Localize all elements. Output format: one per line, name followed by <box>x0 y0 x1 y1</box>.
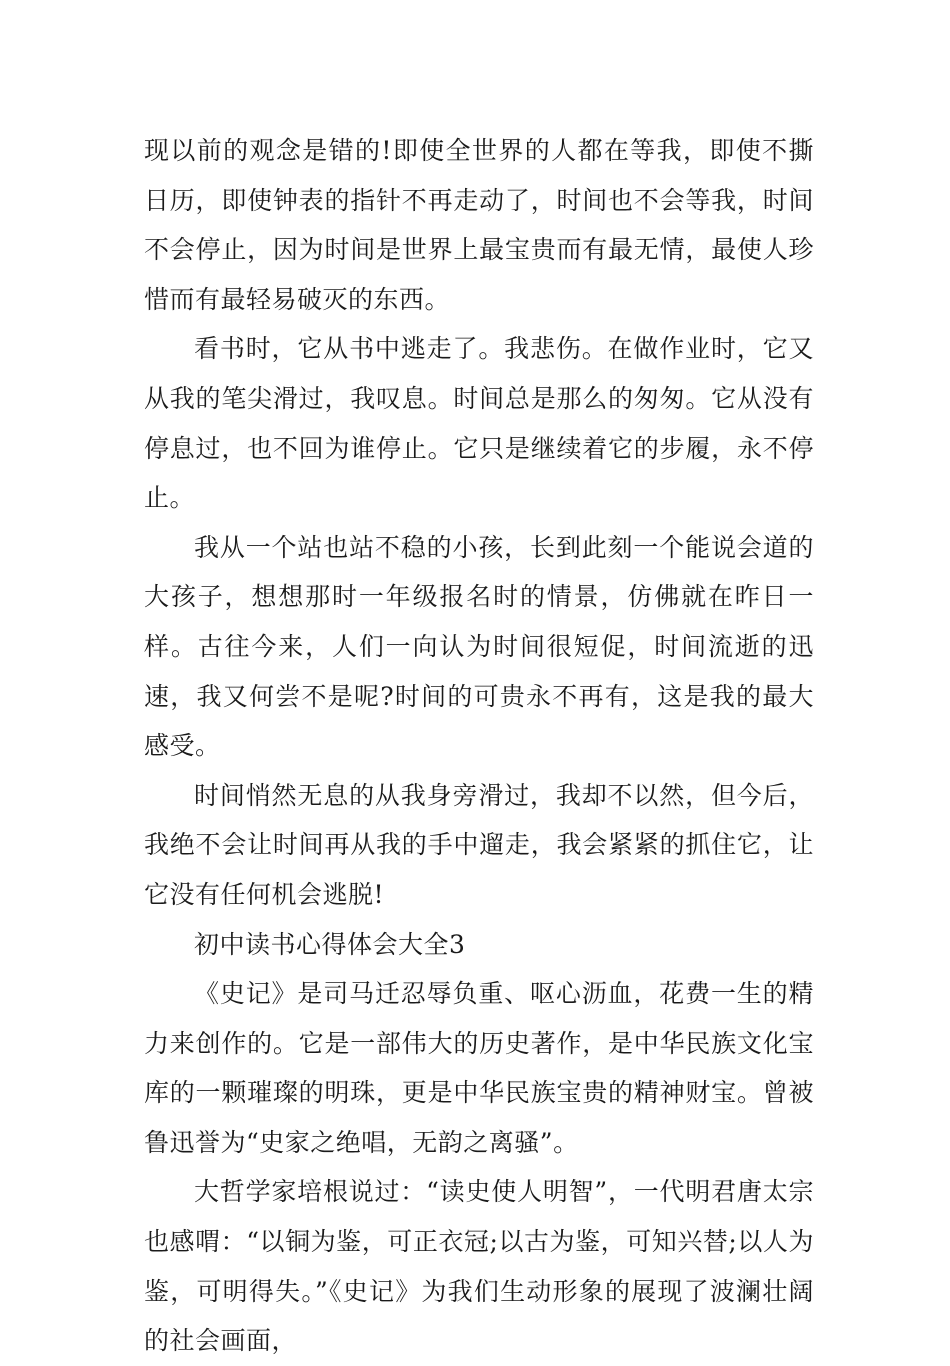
paragraph-4: 时间悄然无息的从我身旁滑过，我却不以然，但今后，我绝不会让时间再从我的手中遛走，我会紧紧的抓住它，让它没有任何机会逃脱! <box>144 780 814 909</box>
paragraph-1: 现以前的观念是错的!即使全世界的人都在等我，即使不撕日历，即使钟表的指针不再走动了，时间也不会等我，时间不会停止，因为时间是世界上最宝贵而有最无情，最使人珍惜而有最轻易破灭的东西。 <box>144 136 814 314</box>
paragraph-6: 大哲学家培根说过：“读史使人明智”，一代明君唐太宗也感喟：“以铜为鉴，可正衣冠;以古为鉴，可知兴替;以人为鉴，可明得失。”《史记》为我们生动形象的展现了波澜壮阔的社会画面， <box>144 1177 814 1356</box>
paragraph-2: 看书时，它从书中逃走了。我悲伤。在做作业时，它又从我的笔尖滑过，我叹息。时间总是那么的匆匆。它从没有停息过，也不回为谁停止。它只是继续着它的步履，永不停止。 <box>144 334 814 513</box>
paragraph-3: 我从一个站也站不稳的小孩，长到此刻一个能说会道的大孩子，想想那时一年级报名时的情景，仿佛就在昨日一样。古往今来，人们一向认为时间很短促，时间流逝的迅速，我又何尝不是呢?时间的可贵永不再有，这是我的最大感受。 <box>144 532 814 761</box>
document-body <box>144 126 814 1366</box>
paragraph-5: 《史记》是司马迁忍辱负重、呕心沥血，花费一生的精力来创作的。它是一部伟大的历史著作，是中华民族文化宝库的一颗璀璨的明珠，更是中华民族宝贵的精神财宝。曾被鲁迅誉为“史家之绝唱，无韵之离骚”。 <box>144 979 814 1157</box>
section-heading: 初中读书心得体会大全3 <box>194 929 466 959</box>
